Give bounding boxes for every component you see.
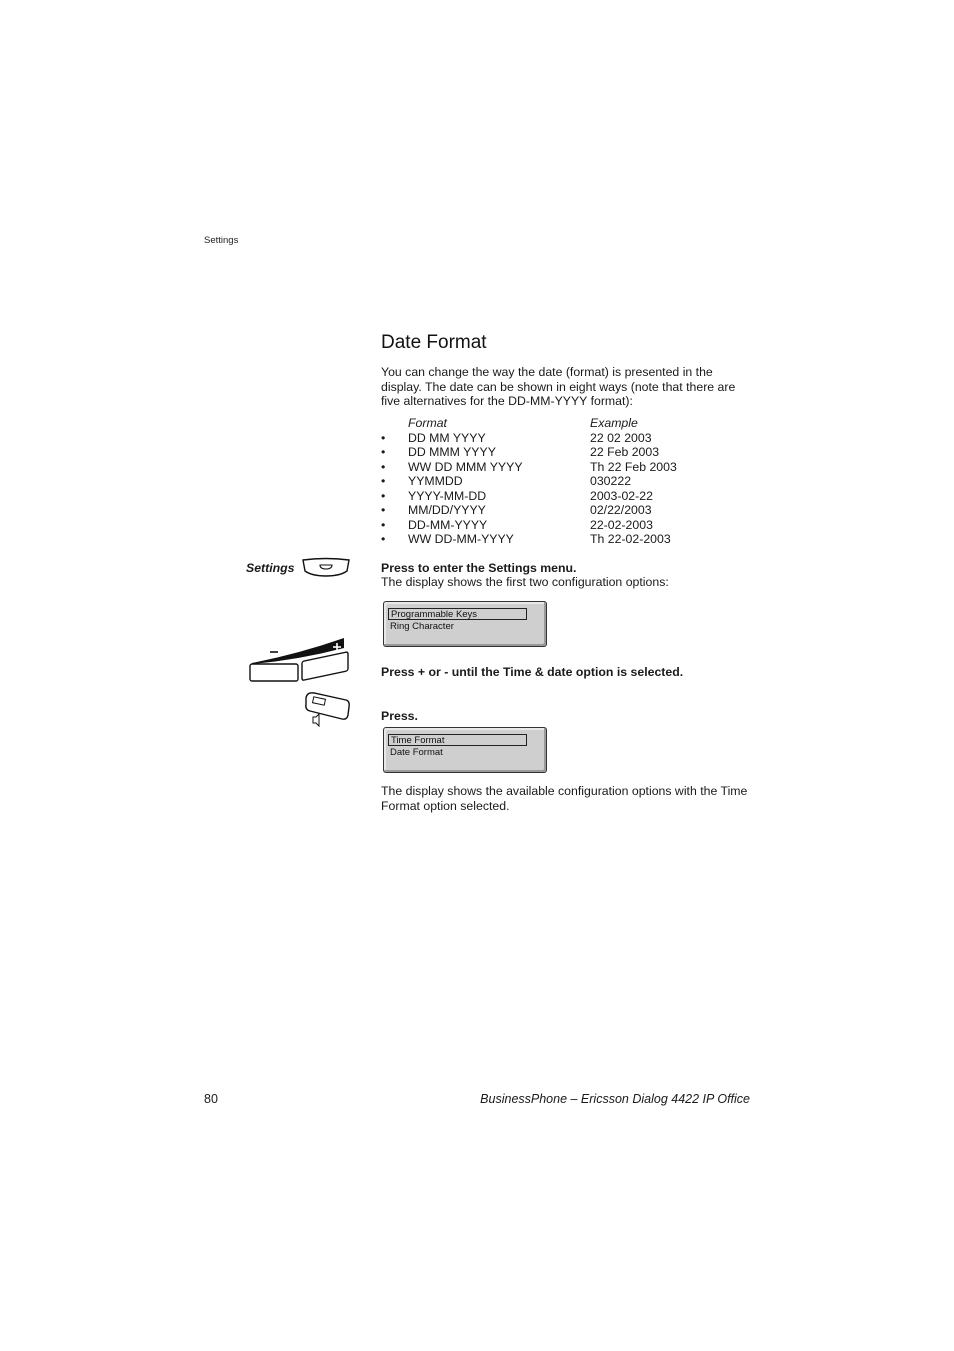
example-value: 22-02-2003 [590,517,653,532]
format-row [381,474,750,489]
column-header-format: Format [408,416,447,430]
step3-instruction [381,709,751,724]
format-row [381,489,750,504]
format-table [381,416,750,547]
format-value: DD-MM-YYYY [408,517,488,532]
step1-instruction [381,561,751,576]
softkey-speaker-icon [304,690,350,728]
format-value: WW DD-MM-YYYY [408,532,514,546]
example-value: Th 22 Feb 2003 [590,459,677,474]
step1-note: The display shows the first two configuration options: [381,575,669,589]
format-row [381,431,750,446]
footer-document-title: BusinessPhone – Ericsson Dialog 4422 IP Office [480,1092,750,1106]
example-value: 22 02 2003 [590,430,652,445]
format-value: DD MM YYYY [408,430,486,445]
display-line: Date Format [390,747,443,758]
format-value: YYMMDD [408,474,463,488]
settings-key-label: Settings [246,561,295,575]
format-value: YYYY-MM-DD [408,488,487,503]
step3-instruction-text: Press. [381,709,418,723]
display-line-selected: Programmable Keys [388,608,527,620]
column-header-example: Example [590,416,638,430]
example-value: Th 22-02-2003 [590,532,671,546]
example-value: 2003-02-22 [590,488,653,503]
format-row [381,460,750,475]
bullet: • [381,430,386,445]
format-row [381,518,750,533]
example-value: 02/22/2003 [590,503,652,517]
step1-instruction-text: Press to enter the Settings menu. [381,561,577,575]
step2-instruction [381,665,751,680]
page-number: 80 [204,1092,218,1106]
bullet: • [381,517,386,532]
display-line: Ring Character [390,621,454,632]
format-row [381,503,750,518]
bullet: • [381,532,386,546]
phone-display [383,601,547,647]
running-header: Settings [204,235,239,246]
settings-key-icon [302,558,350,578]
format-value: WW DD MMM YYYY [408,459,523,474]
display-line-selected: Time Format [388,734,527,746]
format-table-header [381,416,750,431]
bullet: • [381,474,386,488]
format-value: MM/DD/YYYY [408,503,486,517]
step2-instruction-text: Press + or - until the Time & date option is selected. [381,665,684,679]
format-value: DD MMM YYYY [408,445,496,459]
volume-plus-minus-keys-icon [248,636,350,684]
page-title: Date Format [381,332,487,353]
bullet: • [381,459,386,474]
bullet: • [381,488,386,503]
example-value: 22 Feb 2003 [590,445,660,459]
example-value: 030222 [590,474,632,488]
bullet: • [381,503,386,517]
intro-paragraph: You can change the way the date (format) is presented in the display. The date can be shown in eight ways (note that there are five alternatives for the DD-MM-YYYY format): [381,365,736,409]
phone-display [383,727,547,773]
bullet: • [381,445,386,459]
step3-note: The display shows the available configuration options with the Time Format option selected. [381,784,748,813]
format-row [381,532,750,547]
format-row [381,445,750,460]
